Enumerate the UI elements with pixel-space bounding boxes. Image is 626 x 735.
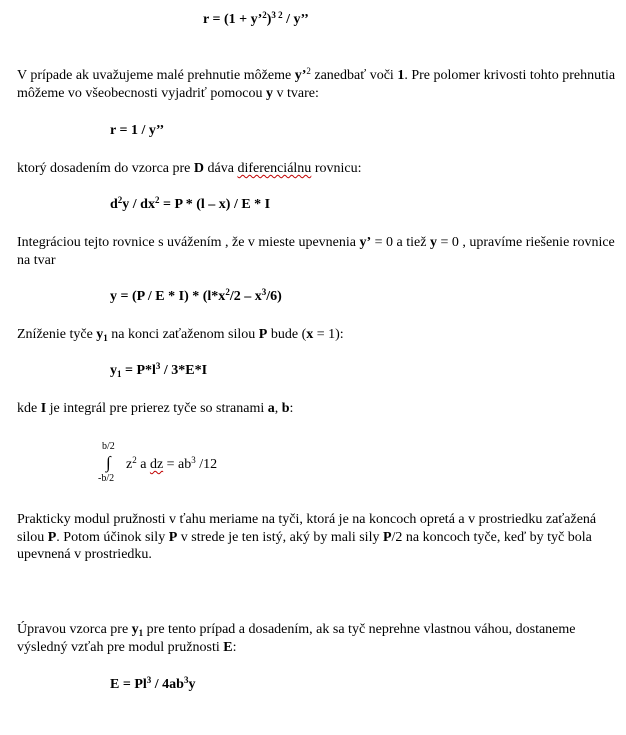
equation-deflection-curve: $y = (P / E * I) * (l*x^2/2 - x^3/6)$: [110, 287, 282, 304]
integral-expression: $z^2$ a dz = $ab^3$ /12: [126, 455, 218, 472]
spellcheck-word: diferenciálnu: [237, 161, 312, 176]
equation-end-deflection: $y_1 = P*l^3 / 3*E*I$: [110, 361, 208, 379]
paragraph-final-derivation: Úpravou vzorca pre $y_1$ pre tento prípad a dosadením, ak sa tyč neprehne vlastnou váhou, dostaneme výsledný vzťah pre modul pružnosti E:: [17, 622, 576, 655]
paragraph-small-deflection: V prípade ak uvažujeme malé prehnutie môžeme y’$^2$ zanedbať voči 1. Pre polomer krivosti tohto prehnutia môžeme vo všeobecnosti vyjadriť pomocou y v tvare:: [17, 66, 616, 101]
spellcheck-word: dz: [149, 457, 164, 472]
equation-radius-approx: r = 1 / y’’: [110, 123, 165, 138]
paragraph-end-deflection: Zníženie tyče $y_1$ na konci zaťaženom silou P bude (x = 1):: [17, 327, 344, 343]
equation-curvature-radius: r = (1 + y’$^2$)$^{3 2}$ / y’’: [203, 10, 309, 27]
paragraph-integral-intro: kde I je integrál pre prierez tyče so stranami a, b:: [17, 401, 294, 416]
integral-sign: ∫: [106, 453, 111, 472]
integral-lower-limit: -b/2: [98, 473, 115, 484]
equation-differential: $d^2y / dx^2 = P * (l - x) / E * I$: [110, 195, 271, 212]
integral-upper-limit: b/2: [102, 441, 115, 452]
paragraph-practical-measurement: Prakticky modul pružnosti v ťahu meriame na tyči, ktorá je na koncoch opretá a v prostriedku zaťažená silou P. Potom účinok sily P v strede je ten istý, aký by mali sily P/2 na koncoch tyče, keď by tyč bola upevnená v prostriedku.: [17, 512, 597, 563]
paragraph-differential-intro: ktorý dosadením do vzorca pre D dáva diferenciálnu rovnicu:: [17, 161, 362, 176]
equation-elastic-modulus: $E = Pl^3 / 4ab^3y$: [110, 675, 196, 692]
paragraph-integration: Integráciou tejto rovnice s uvážením , že v mieste upevnenia y’ = 0 a tiež y = 0 , upravíme riešenie rovnice na tvar: [17, 235, 615, 268]
